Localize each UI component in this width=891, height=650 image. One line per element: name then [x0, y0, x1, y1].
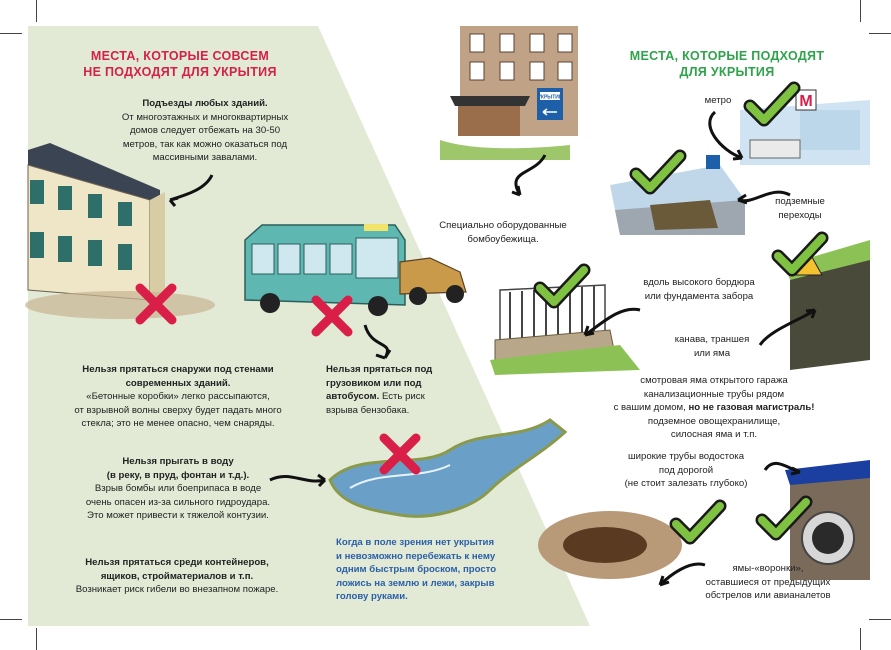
entrances-line: массивными завалами.	[152, 152, 258, 163]
ditch-line: канава, траншея	[674, 334, 750, 345]
containers-title: ящиков, стройматериалов и т.п.	[100, 570, 254, 582]
tip-line: ложись на землю и лежи, закрыв	[336, 577, 495, 589]
water-line: очень опасен из-за сильного гидроудара.	[85, 496, 271, 508]
tip-line: голову руками.	[336, 591, 408, 602]
gas-warning: но не газовая магистраль!	[688, 402, 815, 413]
containers-title: Нельзя прятаться среди контейнеров,	[85, 557, 269, 568]
shelter-line: бомбоубежища.	[467, 233, 539, 245]
craters-line: обстрелов или авианалетов	[705, 590, 831, 601]
shelter-line: Специально оборудованные	[439, 220, 567, 231]
containers-line: Возникает риск гибели во внезапном пожаре.	[75, 584, 279, 595]
walls-title: Нельзя прятаться снаружи под стенами	[82, 364, 274, 375]
pipes-line: широкие трубы водостока	[627, 451, 745, 462]
walls-title: современных зданий.	[125, 377, 231, 389]
metro-sign: М	[799, 93, 813, 110]
truck-title: автобусом.	[326, 391, 380, 402]
tip-line: одним быстрым броском, просто	[336, 564, 497, 575]
garage-pre: с вашим домом,	[613, 402, 689, 413]
left-heading-line: МЕСТА, КОТОРЫЕ СОВСЕМ	[90, 49, 270, 63]
underpass-line: переходы	[778, 209, 822, 221]
entrances-line: домов следует отбежать на 30-50	[129, 125, 281, 136]
shelter-sign-label: УКРЫТИЕ	[537, 94, 563, 101]
ditch-line: или яма	[693, 347, 731, 359]
metro-label: метро	[704, 95, 732, 106]
garage-line: силосная яма и т.п.	[670, 429, 758, 440]
craters-line: оставшиеся от предыдущих	[705, 576, 831, 588]
check-icon	[670, 500, 726, 548]
water-line: Взрыв бомбы или боеприпаса в воде	[94, 483, 262, 494]
tip-line: Когда в поле зрения нет укрытия	[336, 537, 495, 548]
right-heading-line: МЕСТА, КОТОРЫЕ ПОДХОДЯТ	[629, 49, 825, 63]
water-title: (в реку, в пруд, фонтан и т.д.).	[106, 469, 250, 481]
truck-line: взрыва бензобака.	[326, 404, 410, 416]
garage-line: подземное овощехранилище,	[647, 415, 781, 427]
curb-line: или фундамента забора	[644, 290, 754, 302]
entrances-title: Подъезды любых зданий.	[142, 98, 268, 109]
walls-line: стекла; это не менее опасно, чем снаряды.	[81, 418, 275, 429]
truck-title: Нельзя прятаться под	[326, 364, 433, 375]
truck-rest: Есть риск	[379, 391, 425, 402]
tip-line: и невозможно перебежать к нему	[336, 550, 496, 562]
craters-line: ямы-«воронки»,	[732, 563, 804, 574]
walls-line: от взрывной волны сверху будет падать много	[74, 404, 282, 416]
entrances-line: метров, так как можно оказаться под	[122, 138, 288, 150]
curb-line: вдоль высокого бордюра	[643, 277, 755, 288]
pipes-line: (не стоит залезать глубоко)	[624, 478, 748, 489]
right-heading-line: ДЛЯ УКРЫТИЯ	[679, 65, 775, 79]
craters-text	[686, 562, 850, 603]
water-line: Это может привести к тяжелой контузии.	[87, 510, 269, 521]
walls-line: «Бетонные коробки» легко рассыпаются,	[86, 391, 270, 402]
garage-line: канализационные трубы рядом	[643, 388, 785, 400]
pipes-line: под дорогой	[658, 464, 714, 476]
garage-line: смотровая яма открытого гаража	[640, 375, 788, 386]
water-title: Нельзя прыгать в воду	[122, 456, 234, 467]
underpass-line: подземные	[775, 196, 825, 207]
left-heading-line: НЕ ПОДХОДЯТ ДЛЯ УКРЫТИЯ	[83, 65, 277, 79]
entrances-line: От многоэтажных и многоквартирных	[121, 111, 289, 123]
truck-title: грузовиком или под	[326, 377, 422, 389]
